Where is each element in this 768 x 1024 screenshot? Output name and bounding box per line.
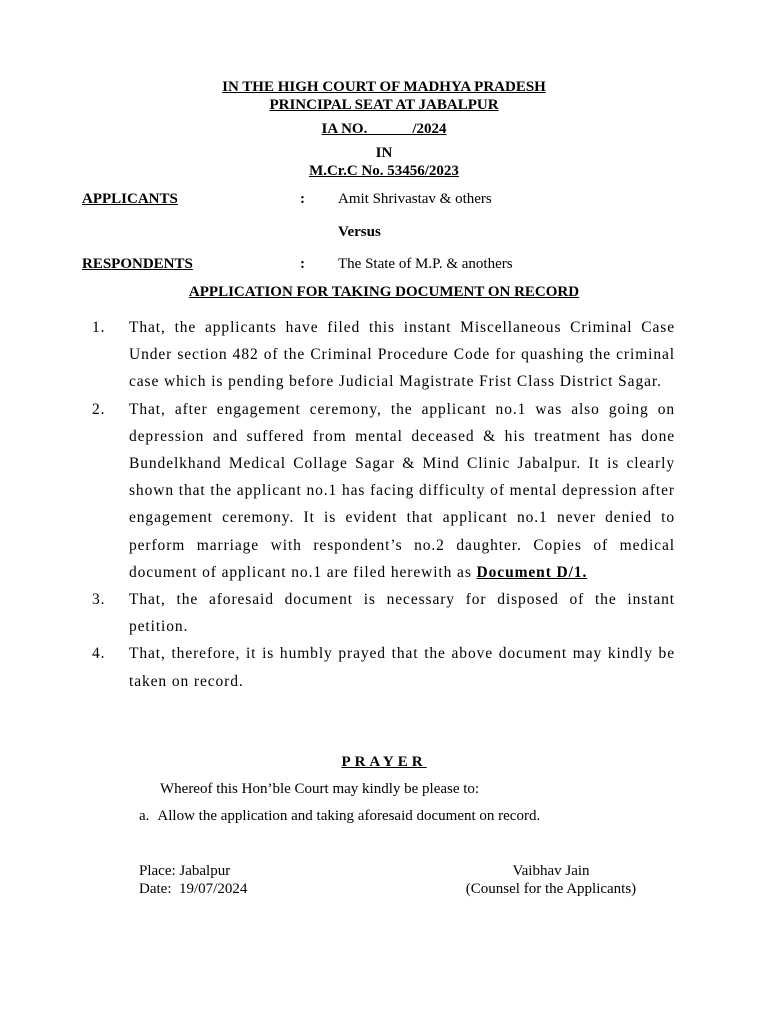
applicants-value: Amit Shrivastav & others <box>338 191 492 207</box>
counsel-name: Vaibhav Jain <box>512 863 590 879</box>
paragraph-text: That, therefore, it is humbly prayed that the above document may kindly be taken on record. <box>129 645 675 690</box>
date-line: Date: 19/07/2024 <box>139 881 248 897</box>
prayer-heading: PRAYER <box>341 754 427 770</box>
paragraph-text: That, the applicants have filed this instant Miscellaneous Criminal Case Under section 482 of the Criminal Procedure Code for quashing the criminal case which is pending before Judicial Magistrate Frist Class District Sagar. <box>129 319 675 391</box>
paragraph-text: That, after engagement ceremony, the applicant no.1 was also going on depression and suffered from mental deceased & his treatment has done Bundelkhand Medical Collage Sagar & Mind Clinic Jabalpur. It is clearly shown that the applicant no.1 has facing difficulty of mental depression after engagement ceremony. It is evident that applicant no.1 never denied to perform marriage with respondent’s no.2 daughter. Copies of medical document of applicant no.1 are filed herewith as <box>129 400 675 581</box>
prayer-intro: Whereof this Hon’ble Court may kindly be please to: <box>160 781 480 797</box>
paragraph-number: 4. <box>92 645 106 663</box>
case-number: M.Cr.C No. 53456/2023 <box>309 163 459 179</box>
paragraph-list <box>88 314 675 695</box>
ia-number: IA NO. /2024 <box>321 121 447 137</box>
court-seat: PRINCIPAL SEAT AT JABALPUR <box>269 97 499 113</box>
versus-label: Versus <box>338 224 381 240</box>
prayer-item-letter: a. <box>139 808 150 824</box>
court-name: IN THE HIGH COURT OF MADHYA PRADESH <box>222 79 546 95</box>
paragraph-4 <box>88 640 675 694</box>
prayer-item-text: Allow the application and taking aforesaid document on record. <box>157 808 541 824</box>
paragraph-2 <box>88 396 675 586</box>
counsel-role: (Counsel for the Applicants) <box>465 881 637 897</box>
respondents-label: RESPONDENTS <box>82 256 193 272</box>
paragraph-text: That, the aforesaid document is necessary for disposed of the instant petition. <box>129 591 675 636</box>
applicants-label: APPLICANTS <box>82 191 178 207</box>
respondents-value: The State of M.P. & anothers <box>338 256 513 272</box>
place-line: Place: Jabalpur <box>139 863 231 879</box>
paragraph-number: 1. <box>92 319 106 336</box>
application-title: APPLICATION FOR TAKING DOCUMENT ON RECORD <box>188 284 580 300</box>
document-reference: Document D/1. <box>476 563 588 581</box>
applicants-colon: : <box>300 191 305 207</box>
paragraph-3 <box>88 586 675 640</box>
paragraph-number: 3. <box>92 591 106 609</box>
paragraph-number: 2. <box>92 400 106 418</box>
respondents-colon: : <box>300 256 305 272</box>
in-label: IN <box>375 145 393 161</box>
prayer-item-a <box>139 808 540 825</box>
paragraph-1 <box>88 314 675 396</box>
